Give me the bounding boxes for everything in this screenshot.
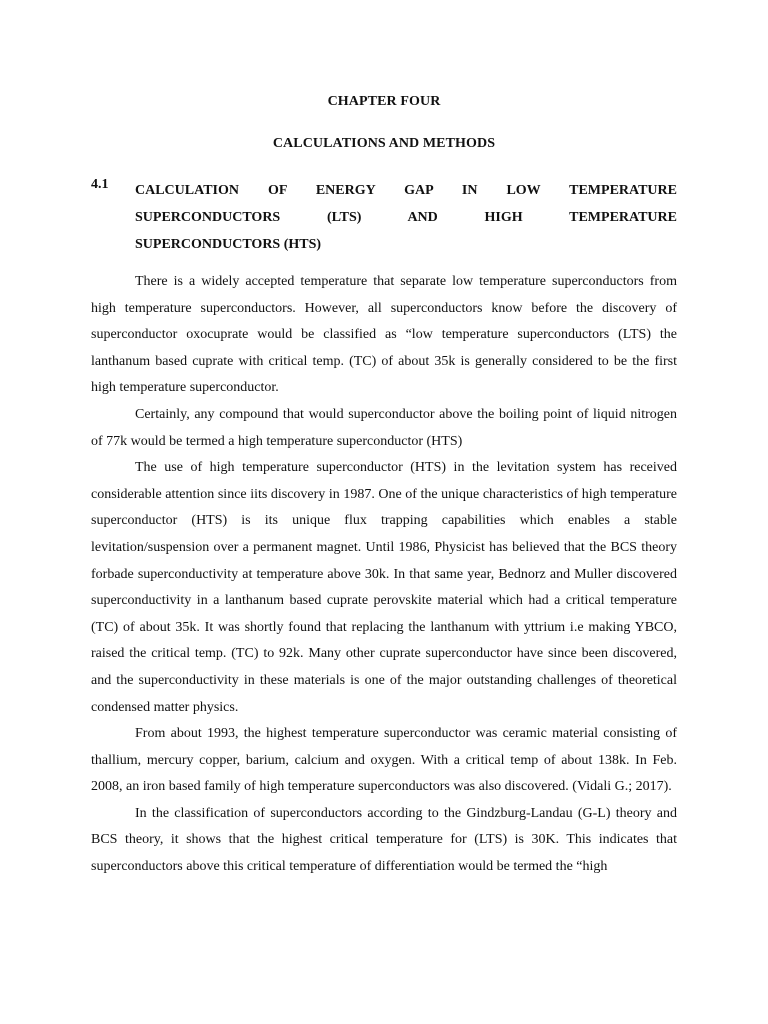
- section-title-line: SUPERCONDUCTORS (LTS) AND HIGH TEMPERATURE: [135, 210, 677, 225]
- section-number: 4.1: [91, 177, 109, 192]
- paragraph: From about 1993, the highest temperature superconductor was ceramic material consisting of thallium, mercury copper, barium, calcium and oxygen. With a critical temp of about 138k. In Feb. 2008, an iron based family of high temperature superconductors was also discovered. (Vidali G.; 2017).: [91, 726, 677, 795]
- section-title-line: SUPERCONDUCTORS (HTS): [135, 237, 322, 252]
- paragraph: Certainly, any compound that would superconductor above the boiling point of liquid nitrogen of 77k would be termed a high temperature superconductor (HTS): [91, 406, 677, 449]
- paragraph: In the classification of superconductors according to the Gindzburg-Landau (G-L) theory and BCS theory, it shows that the highest critical temperature for (LTS) is 30K. This indicates that superconductors above this critical temperature of differentiation would be termed the “high: [91, 805, 677, 875]
- section-title: [135, 177, 677, 258]
- chapter-heading: CHAPTER FOUR: [327, 94, 441, 109]
- paragraph: There is a widely accepted temperature that separate low temperature superconductors from high temperature superconductors. However, all superconductors know before the discovery of superconductor oxocuprate would be classified as “low temperature superconductors (LTS) the lanthanum based cuprate with critical temp. (TC) of about 35k is generally considered to be the first high temperature superconductor.: [91, 274, 677, 396]
- body-text: [91, 269, 677, 881]
- section-title-line: CALCULATION OF ENERGY GAP IN LOW TEMPERATURE: [135, 183, 677, 198]
- paragraph: The use of high temperature superconductor (HTS) in the levitation system has received considerable attention since iits discovery in 1987. One of the unique characteristics of high temperature superconductor (HTS) is its unique flux trapping capabilities which enables a stable levitation/suspension over a permanent magnet. Until 1986, Physicist has believed that the BCS theory forbade superconductivity at temperature above 30k. In that same year, Bednorz and Muller discovered superconductivity in a lanthanum based cuprate perovskite material which had a critical temperature (TC) of about 35k. It was shortly found that replacing the lanthanum with yttrium i.e making YBCO, raised the critical temp. (TC) to 92k. Many other cuprate superconductor have since been discovered, and the superconductivity in these materials is one of the major outstanding challenges of theoretical condensed matter physics.: [91, 460, 677, 715]
- chapter-title: CALCULATIONS AND METHODS: [272, 136, 496, 151]
